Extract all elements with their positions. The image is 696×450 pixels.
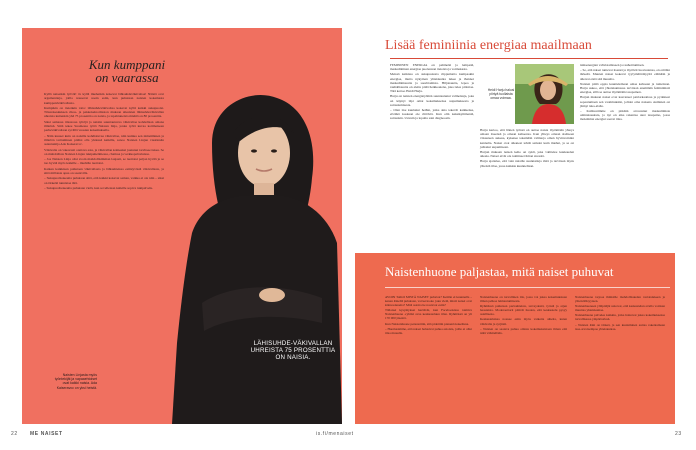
paragraph: – Sukupuolisokeutta puhutaan siitä, että kaikki kokevat saman, vaikka ei ole niin – siksi on tärkeää tunnistaa tätä.	[44, 176, 164, 185]
paragraph: – Se, että naiset tuntevat itsensä ja löytävät luovuutensa, on erittäin tärkeää. Muuten naiset kokevat tyytymättömyyttä elämään ja alkavat etsiä sitä muualta.	[580, 68, 670, 81]
paragraph: Naistenhuone palvelee kaikkia, jotka haluavat jakaa kokemuksensa turvallisessa ympäristössä.	[575, 313, 665, 322]
paragraph: Naisten pitää oppia kuuntelemaan omaa kehoaan ja tunteitaan. Harju uskoo, että yhteiskunnassa tarvitaan enemmän feminiinistä energiaa, sillä se auttaa löytämään tasapainon.	[580, 81, 670, 95]
paragraph: Kun Naistenhuone perustettiin, sitä pidettiin pienenä kokeiluna.	[385, 321, 470, 326]
photo-caption: Heidi Harju halusi piirtyä tuollaista omaa voimaa.	[487, 88, 515, 100]
paragraph: Harju kertoo, että hänen työnsä on auttaa naisia löytämään yhteys omaan itseensä ja omaan kehoonsa. Kun yhteys omaan sisäiseen viisauteen aukeaa, kykenee tekemään valintoja oman hyvinvoinnin kannalta. Naiset ovat alkaneet tehdä samoin kuin miehet, ja se on johtanut uupumiseen.	[480, 128, 574, 149]
divider	[390, 58, 668, 59]
left-page-number: 22	[11, 431, 18, 437]
paragraph: Väkivalta on vakavasti otettava asia, ja väkivallan kohteeksi joutunut tarvitsee tukea. Se on mahdollista Naisten Linjan tukipuhelimessa, chatissa ja verkkopalveluissa.	[44, 147, 164, 156]
left-article-body	[44, 92, 164, 191]
bottom-article-band	[355, 253, 675, 424]
paragraph: – Naisten on saatava puhua omista kokemuksistaan ilman että niitä vähätellään.	[480, 326, 567, 335]
paragraph: Tällaiset kysymykset heräävät, kun Facebookissa toimiva Naistenhuone -ryhmä avaa keskusteluun tilan. Ryhmässä on yli 170 000 jäsentä.	[385, 308, 472, 321]
bottom-article-title: Naistenhuone paljastaa, mitä naiset puhuvat	[385, 264, 614, 279]
paragraph: FEMININEN ENERGIA on pehmeää ja lempeää, maskuliininen energiaa puolestaan tietoista ja voimakasta.	[390, 63, 474, 72]
left-title-line1: Kun kumppani	[88, 57, 166, 72]
right-page-number: 23	[675, 431, 682, 437]
paragraph: ninisenergian vahvistamiseen ja rauhoittumisen.	[580, 63, 645, 67]
paragraph: – Naisten ääni on tärkeä, ja sen kuuleminen auttaa rakentamaan tasa-arvoisempaa yhteiskuntaa.	[575, 322, 665, 331]
paragraph: – Näin kuuset kuin on naisille kohdistuvaa väkivaltaa, niin kuinka sen nimeäminen ja ilmiöön tarttuminen pitäisi olla yhdessä kaikille, sanoo Naisten Linjan viestinnän asiantuntija Ada Kaiseravcc.	[44, 133, 164, 147]
paragraph: Kumpikin on tietenkin totta: lähisuhdeväkivaltaa kokevat kyllä kaikki sukupuolet. Tilastokeskuksen rikos- ja pakkokeinotilaston mukaan aikuisten lähisuhdeväkivallan uhreista kuitenkin yhä 75 prosenttia on naisia, ja tapahtuneista miehiä on 80 prosenttia.	[44, 105, 164, 119]
paragraph: Siksi samassa tilastossa tyttöjä ja naisiin suuntautuvaa väkivaltaa kohdellaan omana ilmiönä. Siitä tekee Suomessa työtä Naisten linja, jonka työtä kuvaa kotimaiseen perheväkivaltaan syvällä vuosien kokemuksella.	[44, 119, 164, 133]
paragraph: Harjun mukaan naiset ovat kasvaneet patriarkaatissa ja pyrkineet sopeutumaan sen vaatimuksiin, jolloin oma naisena oleminen on jäänyt taka-alalle.	[580, 95, 670, 108]
paragraph: – Olen itse kuulunut heihin, jotka aina tekevät kaikkensa, eivätkä koskaan ole riittäviä. Kun olin kaksikymmentä, sairastuin. Uuvuin ja lopulta sain diagnoosin.	[390, 108, 474, 121]
left-page	[22, 28, 342, 424]
paragraph: – Jos Naisten Linja olisi avoin mahdollisimman laajasti, se tuottaisi paljon hyvää ja se tuo hyvää myös kaikille – miehille tuottaisi.	[44, 157, 164, 166]
paragraph: Harju ajattelee, että vain naisille suunnattuja töitä ja tarvitaan myös yhteistä tilaa, jossa kaikkia kuunnellaan.	[480, 159, 574, 168]
paragraph: Naistenhuone tarjoaa ihmisille mahdollisuuden vertaistukeen ja yhteisöllisyyteen.	[575, 295, 665, 304]
portrait-photo	[172, 83, 342, 424]
paragraph: Kyllä naisetkin lyövät! Ja kyllä miehetkin kokevat lähisuhdeväkivaltaa! Näistä ovat argumentteja, joilla nousevat usein esiin, kun puhutaan naisten kokemasta kumppaniväkivallasta.	[44, 92, 164, 105]
right-article-title: Lisää feminiinia energiaa maailmaan	[385, 38, 592, 53]
bottom-article-column-1	[385, 295, 472, 336]
divider	[385, 287, 670, 288]
paragraph: Kaiken kaikkiaan puhutaan väkivallasta ja lähisuhteissa esiintyvästä väkivallasta, ja siitä millaista apua on saatavilla.	[44, 166, 164, 176]
paragraph: Ryhmässä puhutaan parisuhteista, terveydestä, työstä ja arjen haasteista. Moderaattorit pitävät huolen, että keskustelu pysyy asiallisena.	[480, 304, 567, 317]
magazine-name: ME NAISET	[30, 431, 63, 437]
pull-quote: LÄHISUHDE-VÄKIVALLAN UHREISTA 75 PROSENTTIA ON NAISIA.	[250, 340, 336, 362]
paragraph: Naistenhuone on turvallinen tila, jossa voi jakaa kokemuksiaan ilman pelkoa leimautumisesta.	[480, 295, 567, 304]
right-article-column-1	[390, 63, 474, 122]
bottom-article-column-2	[480, 295, 567, 336]
right-page	[355, 28, 675, 424]
bottom-article-column-3	[575, 295, 665, 332]
right-article-column-2	[480, 128, 574, 169]
left-title-line2: on vaarassa	[95, 70, 159, 85]
paragraph: – Huomasimme, että naiset halusivat puhua asioista, joille ei ollut tilaa muualla.	[385, 326, 472, 335]
magazine-url: is.fi/menaiset	[316, 431, 354, 437]
photo-caption: Naisten Linjasta myös työntekijät ja vapaaehtoiset ovat kaikki naisia. Ada Kaiseravcc on yksi heistä.	[54, 373, 97, 390]
paragraph: Harjun mukaan naisen keho on sykli, joka vaihtelee kuukauden aikana. Naiset eivät ole toimineet ilman stressiä.	[480, 150, 574, 159]
paragraph: AVOIN TAKO MISTÄ NAISET puhuvat? Ketään ei kuunnella – kenen äänellä puhutaan, vai kertooko joku vielä, mistä naiset ovat kiinnostuneita? Mitä asioita he nostavat esiin?	[385, 295, 472, 308]
left-article-title	[72, 58, 182, 84]
right-article-column-3	[580, 63, 670, 123]
paragraph: Naistenhuoneen ylläpitäjät uskovat, että keskustelun avulla voidaan muuttaa yhteiskuntaa.	[575, 304, 665, 313]
paragraph: Keskusteluissa nousee esiin myös vaikeita aiheita, kuten väkivalta ja syrjintä.	[480, 317, 567, 326]
paragraph: Meissä kaikissa on sukupuolesta riippumatta kumpaakin energiaa, mutta nykyinen yhteiskunta tukee ja ihannoi maskuliinisuutta ja suorittamista. Hiljaisuutta, lepoa ja rauhallisuutta on alettu pitää heikkoutena, joka tulee piilottaa. Tätä kertoo Heidi Harju.	[390, 72, 474, 94]
paragraph: – Kulttuurimme on pitkään arvostanut maskuliinisia ominaisuuksia, ja nyt on aika rakentaa uusi tasapaino, jossa molemmat energiat saavat tilaa.	[580, 109, 670, 122]
paragraph: Harju on naisten energiatyöhön suuntautunut valmentaja, joka on käynyt läpi omat kokemuksensa uupumuksesta ja sairastumisesta.	[390, 94, 474, 107]
paragraph: – Sukupuolisokeutta puhutaan vielä, kun sovelletaan kaikille sopiva tukipalvelu.	[44, 185, 154, 190]
